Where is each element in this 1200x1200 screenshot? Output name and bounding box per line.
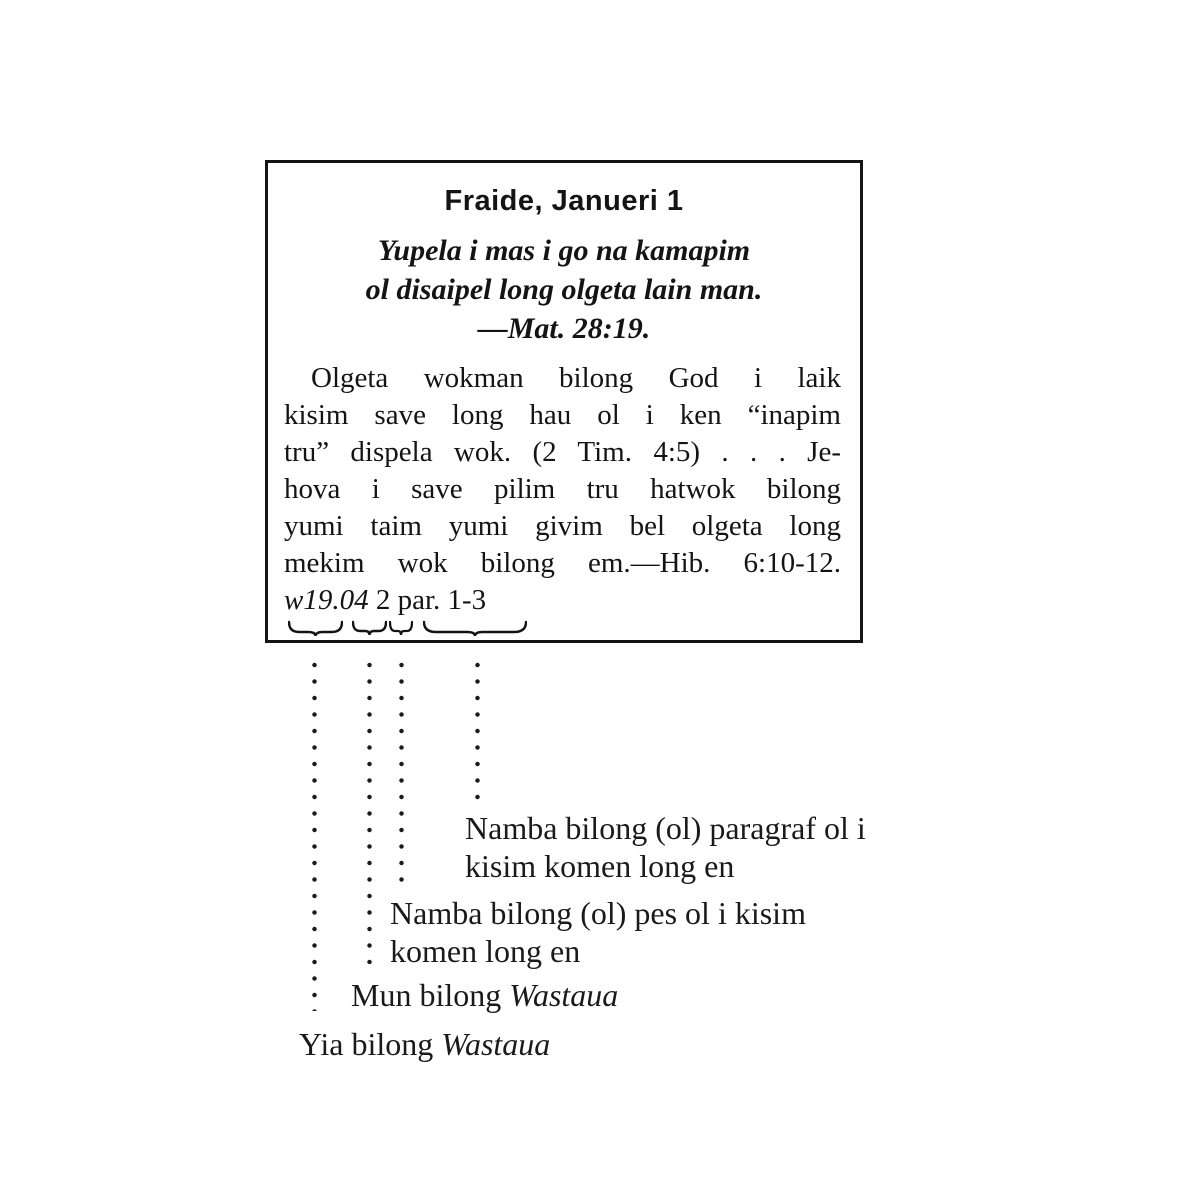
label-watchtower-month (351, 976, 618, 1014)
comment-paragraph (284, 360, 841, 619)
label-page-numbers-line1: Namba bilong (ol) pes ol i kisim (390, 895, 806, 931)
underbrace-page (389, 620, 413, 637)
date-heading: Fraide, Janueri 1 (444, 185, 684, 217)
comment-line: hova i save pilim tru hatwok bilong (284, 473, 841, 505)
comment-line: yumi taim yumi givim bel olgeta long (284, 510, 841, 542)
label-watchtower-month-publication: Wastaua (509, 977, 619, 1013)
label-watchtower-year-text: Yia bilong (299, 1026, 442, 1062)
label-paragraph-numbers-line2: kisim komen long en (465, 848, 735, 884)
label-page-numbers (390, 894, 806, 970)
underbrace-year (288, 620, 343, 637)
citation-page-number: 2 (375, 584, 391, 616)
underbrace-month (352, 620, 387, 637)
label-watchtower-month-text: Mun bilong (351, 977, 510, 1013)
label-page-numbers-line2: komen long en (390, 933, 581, 969)
citation-publication-code: w19.04 (284, 584, 369, 616)
theme-scripture (268, 231, 860, 348)
label-paragraph-numbers (465, 809, 866, 885)
label-watchtower-year-publication: Wastaua (441, 1026, 551, 1062)
scripture-line: ol disaipel long olgeta lain man. (365, 273, 763, 306)
scripture-reference: —Mat. 28:19. (477, 312, 651, 345)
comment-line: tru” dispela wok. (2 Tim. 4:5) . . . Je- (284, 436, 841, 468)
comment-line: Olgeta wokman bilong God i laik (311, 362, 841, 394)
underbrace-paragraphs (423, 620, 527, 637)
citation-line (284, 582, 841, 619)
leader-line-page (399, 661, 404, 883)
leader-line-month (367, 661, 372, 964)
comment-line: mekim wok bilong em.—Hib. 6:10-12. (284, 547, 841, 579)
leader-line-year (312, 661, 317, 1011)
label-paragraph-numbers-line1: Namba bilong (ol) paragraf ol i (465, 810, 866, 846)
scripture-line: Yupela i mas i go na kamapim (377, 234, 751, 267)
comment-line: kisim save long hau ol i ken “inapim (284, 399, 841, 431)
daily-text-card (265, 160, 863, 643)
label-watchtower-year (299, 1025, 550, 1063)
citation-paragraph-ref: par. 1-3 (397, 584, 487, 616)
leader-line-paragraphs (475, 661, 480, 801)
